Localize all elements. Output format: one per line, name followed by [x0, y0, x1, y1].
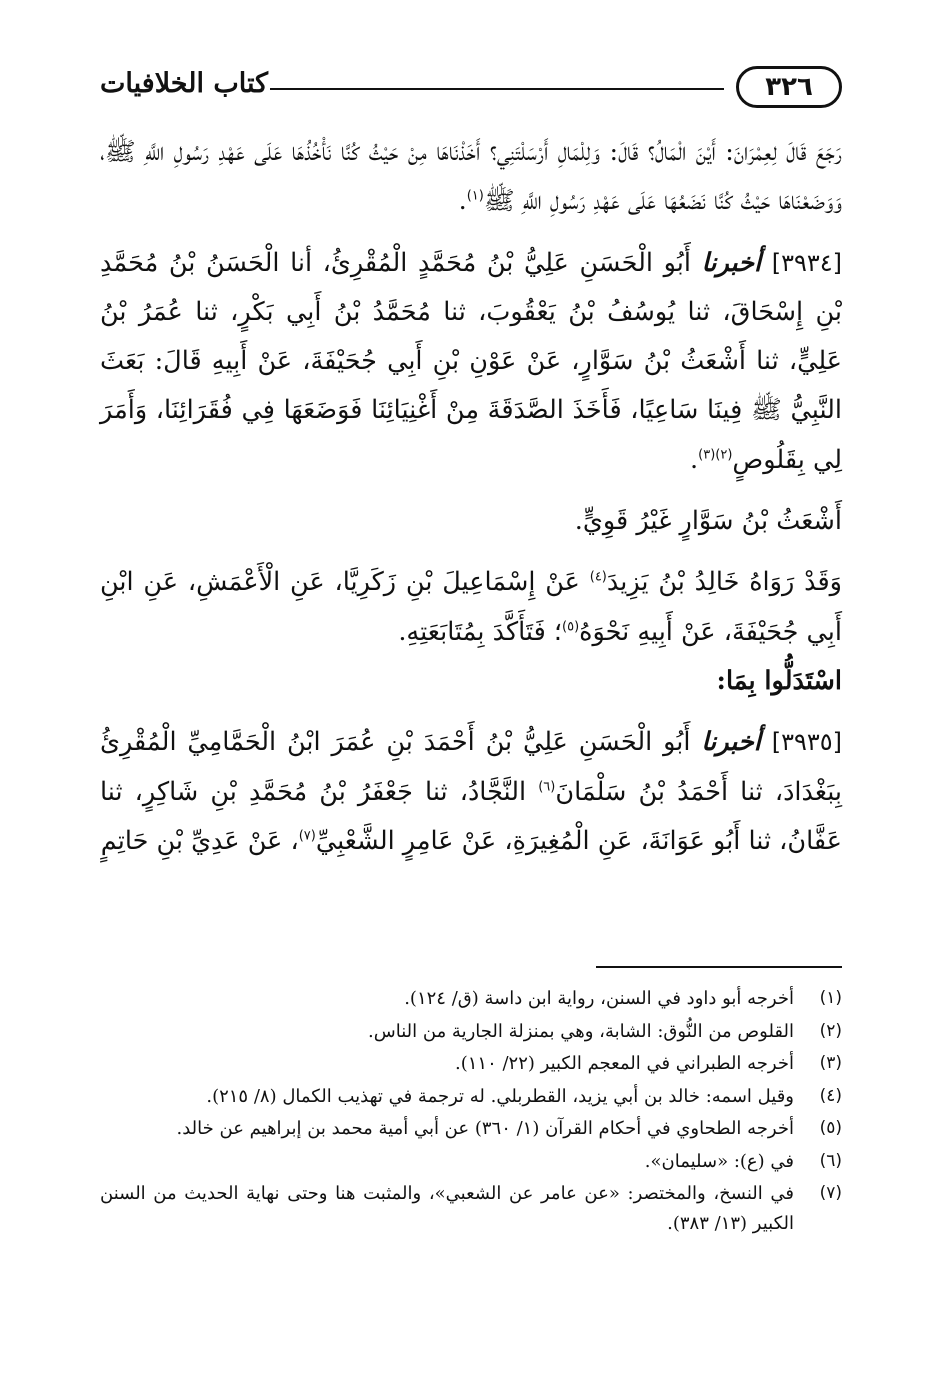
- footnote: [100, 1147, 842, 1177]
- hadith-text: ، عَنْ عَدِيِّ بْنِ حَاتِمٍ: [100, 825, 299, 856]
- footnote-number: (٥): [819, 1118, 842, 1138]
- footnote-number: (٣): [819, 1053, 842, 1073]
- paragraph: [100, 558, 842, 657]
- hadith-3934: [٣٩٣٤] أخبرنا أَبُو الْحَسَنِ عَلِيُّ بْنُ مُحَمَّدٍ الْمُقْرِئُ، أنا الْحَسَنُ بْنُ مُحَمَّدِ بْنِ إِسْحَاقَ، ثنا يُوسُفُ بْنُ يَعْقُوبَ، ثنا مُحَمَّدُ بْنُ أَبِي بَكْرٍ، ثنا عُمَرُ بْنُ عَلِيٍّ، ثنا أَشْعَثُ بْنُ سَوَّارٍ، عَنْ عَوْنِ بْنِ أَبِي جُحَيْفَةَ، عَنْ أَبِيهِ قَالَ: بَعَثَ النَّبِيُّ ﷺ فِينَا سَاعِيًا، فَأَخَذَ الصَّدَقَةَ مِنْ أَغْنِيَائِنَا فَوَضَعَهَا فِي فُقَرَائِنَا، وَأَمَرَ لِي بِقَلُوصٍ$^{(٢)(٣)}$.: [100, 247, 843, 475]
- section-heading: اسْتَدَلُّوا بِمَا:: [716, 665, 842, 696]
- akhbarana-word: أخبرنا: [701, 247, 762, 278]
- footnote-text: أخرجه الطحاوي في أحكام القرآن (١/ ٣٦٠) عن أبي أمية محمد بن إبراهيم عن خالد.: [176, 1118, 794, 1139]
- page-number: ٣٢٦: [736, 66, 842, 108]
- footnote-ref[interactable]: (٦): [538, 779, 556, 795]
- text: رَجَعَ قَالَ لِعِمْرَانَ: أَيْنَ الْمَالُ؟ قَالَ: وَلِلْمَالِ أَرْسَلْتَنِي؟ أَخَذْنَاهَا مِنْ حَيْثُ كُنَّا نَأْخُذُهَا عَلَى عَهْدِ رَسُولِ اللَّهِ ﷺ، وَوَضَعْنَاهَا حَيْثُ كُنَّا نَضَعُهَا عَلَى عَهْدِ رَسُولِ اللَّهِ ﷺ: [100, 137, 842, 217]
- hadith-text: النَّجَّادُ، ثنا جَعْفَرُ بْنُ مُحَمَّدِ بْنِ شَاكِرٍ، ثنا عَفَّانُ، ثنا أَبُو عَوَانَةَ، عَنِ الْمُغِيرَةِ، عَنْ عَامِرٍ الشَّعْبِيِّ: [100, 776, 842, 856]
- footnote-text: في (ع): «سليمان».: [644, 1150, 794, 1172]
- hadith-text: أَبُو الْحَسَنِ عَلِيُّ بْنُ مُحَمَّدٍ الْمُقْرِئُ، أنا الْحَسَنُ بْنُ مُحَمَّدِ بْنِ إِسْحَاقَ، ثنا يُوسُفُ بْنُ يَعْقُوبَ، ثنا مُحَمَّدُ بْنُ أَبِي بَكْرٍ، ثنا عُمَرُ بْنُ عَلِيٍّ، ثنا أَشْعَثُ بْنُ سَوَّارٍ، عَنْ عَوْنِ بْنِ أَبِي جُحَيْفَةَ، عَنْ أَبِيهِ قَالَ: بَعَثَ النَّبِيُّ ﷺ فِينَا سَاعِيًا، فَأَخَذَ الصَّدَقَةَ مِنْ أَغْنِيَائِنَا فَوَضَعَهَا فِي فُقَرَائِنَا، وَأَمَرَ لِي بِقَلُوصٍ: [100, 247, 842, 475]
- footnote-ref[interactable]: (٥): [562, 619, 580, 635]
- paragraph: أَشْعَثُ بْنُ سَوَّارٍ غَيْرُ قَوِيٍّ.: [574, 506, 842, 537]
- footnote-text: أخرجه الطبراني في المعجم الكبير (٢٢/ ١١٠).: [454, 1053, 794, 1074]
- footnotes: [100, 984, 842, 1241]
- text: وَقَدْ رَوَاهُ خَالِدُ بْنُ يَزِيدَ: [606, 567, 842, 598]
- footnote-separator: [596, 966, 842, 968]
- footnote: [100, 1017, 842, 1047]
- footnote: [100, 984, 842, 1014]
- footnote-ref[interactable]: (١): [466, 188, 484, 204]
- footnote-text: أخرجه أبو داود في السنن، رواية ابن داسة (ق/ ١٢٤).: [404, 988, 794, 1009]
- hadith-number: [٣٩٣٤]: [771, 248, 843, 277]
- main-text: [100, 128, 842, 866]
- footnote-number: (١): [819, 988, 842, 1008]
- footnote: [100, 1049, 842, 1079]
- footnote: [100, 1082, 842, 1112]
- hadith-3935: [100, 718, 842, 866]
- hadith-number: [٣٩٣٥]: [771, 728, 842, 757]
- footnote-ref[interactable]: (٢)(٣): [698, 447, 733, 463]
- footnote-ref[interactable]: (٤): [589, 569, 607, 585]
- footnote-number: (٤): [819, 1085, 842, 1106]
- footnote-number: (٦): [819, 1150, 842, 1171]
- header-rule: [270, 88, 724, 90]
- akhbarana-word: أخبرنا: [701, 727, 761, 758]
- footnote-text: في النسخ، والمختصر: «عن عامر عن الشعبي»، والمثبت هنا وحتى نهاية الحديث من السنن الكبير (١٣/ ٣٨٣).: [100, 1183, 794, 1234]
- footnote-number: (٢): [819, 1020, 842, 1041]
- footnote-ref[interactable]: (٧): [298, 828, 316, 844]
- footnote: [100, 1114, 842, 1144]
- footnote-text: وقيل اسمه: خالد بن أبي يزيد، القطربلي. له ترجمة في تهذيب الكمال (٨/ ٢١٥).: [206, 1085, 794, 1107]
- footnote: [100, 1179, 842, 1238]
- book-title: كتاب الخلافيات: [100, 68, 269, 99]
- hadith-text: أَبُو الْحَسَنِ عَلِيُّ بْنُ أَحْمَدَ بْنِ عُمَرَ ابْنُ الْحَمَّامِيِّ الْمُقْرِئُ بِبَغْدَادَ، ثنا أَحْمَدُ بْنُ سَلْمَانَ: [100, 727, 842, 807]
- paragraph: رَجَعَ قَالَ لِعِمْرَانَ: أَيْنَ الْمَالُ؟ قَالَ: وَلِلْمَالِ أَرْسَلْتَنِي؟ أَخَذْنَاهَا مِنْ حَيْثُ كُنَّا نَأْخُذُهَا عَلَى عَهْدِ رَسُولِ اللَّهِ ﷺ، وَوَضَعْنَاهَا حَيْثُ كُنَّا نَضَعُهَا عَلَى عَهْدِ رَسُولِ اللَّهِ ﷺ$^{(١)}$.: [100, 137, 842, 217]
- footnote-number: (٧): [819, 1183, 842, 1203]
- page-header: [100, 62, 842, 116]
- text: عَنْ إِسْمَاعِيلَ بْنِ زَكَرِيَّا، عَنِ الْأَعْمَشِ، عَنِ ابْنِ أَبِي جُحَيْفَةَ، عَنْ أَبِيهِ نَحْوَهُ: [100, 567, 842, 647]
- footnote-text: القلوص من النُّوق: الشابة، وهي بمنزلة الجارية من الناس.: [368, 1020, 794, 1042]
- text: ؛ فَتَأَكَّدَ بِمُتَابَعَتِهِ.: [398, 616, 562, 647]
